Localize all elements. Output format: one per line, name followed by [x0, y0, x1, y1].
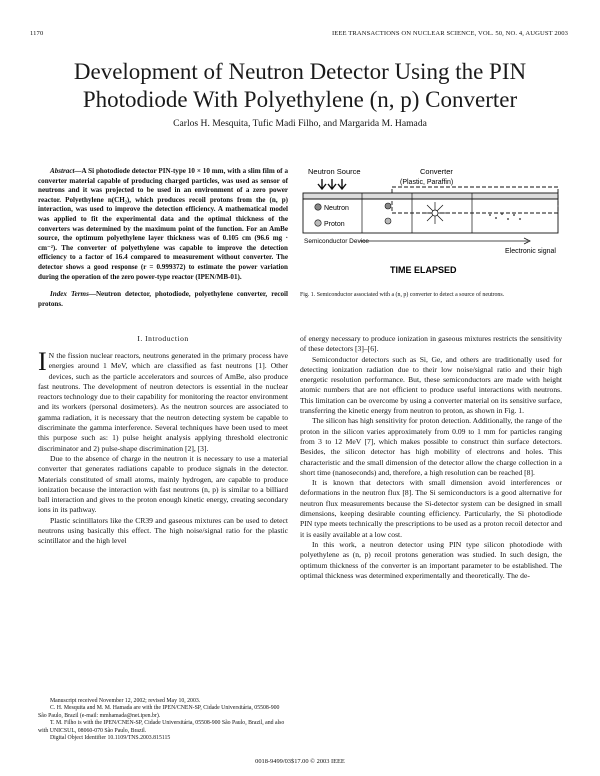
drop-cap: I: [38, 347, 47, 376]
right-paragraph-5: In this work, a neutron detector using PIN type silicon photodiode with polyethylene as (n, p) recoil protons generation was studied. In such design, the optimum thickness of the converter is an important parameter to be established. The optimal thickness was determined experimentally and theoretically. The de-: [300, 539, 562, 580]
section-heading: I. Introduction: [137, 334, 189, 343]
proton-particle: [315, 220, 321, 226]
intro-paragraph-1: I N the fission nuclear reactors, neutrons generated in the primary process have energies around 1 MeV, which are classified as fast neutrons [1]. Other devices, such as the particle accelerators and sources of AmBe, also produce fast neutrons. The development of neutron detectors is essential in the nuclear reactors technology due to their capability for monitoring the reactor environment and its workers (personal dosimeters). As the neutron sources are associated to gamma radiation, it is necessary that the neutron detecting system be capable to discriminate the gamma interference. Several techniques have been used to meet this purpose such as: 1) pulse height analysis applying threshold electronic discriminator and 2) pulse-shape discrimination [2], [3].: [38, 347, 288, 453]
neutron-particle: [315, 204, 321, 210]
figure-label-time: TIME ELAPSED: [390, 265, 457, 275]
figure-1-caption: Fig. 1. Semiconductor associated with a (n, p) converter to detect a source of neutrons.: [300, 292, 505, 298]
ion-trail: [489, 213, 521, 220]
footnote-affiliation-1: C. H. Mesquita and M. M. Hamada are with the IPEN/CNEN-SP, Cidade Universitária, 05508-900 São Paulo, Brazil (e-mail: mmhamada@net.ipen.br).: [38, 705, 280, 719]
converter-layer: [303, 193, 558, 199]
copyright-footer: 0018-9499/03$17.00 © 2003 IEEE: [255, 758, 345, 765]
neutron-arrows: [318, 179, 346, 189]
author-list: Carlos H. Mesquita, Tufic Madi Filho, and Margarida M. Hamada: [173, 118, 427, 129]
footnote-received: Manuscript received November 12, 2002; revised May 10, 2003.: [50, 698, 201, 704]
interaction-burst: [424, 202, 446, 224]
footnotes: [38, 698, 288, 742]
converter-dashed-box: [392, 187, 558, 213]
intro-paragraph-2: Due to the absence of charge in the neutron it is necessary to use a material converter that generates radiations capable to produce signals in the detector. Materials constituted of small atoms, mainly hydrogen, are capable to produce ionization because the interaction with fast neutrons (n, p) is similar to a billiard ball interaction and gives to the proton enough kinetic energy, creating secondary ions in its pathway.: [38, 453, 288, 515]
figure-label-converter-sub: (Plastic, Paraffin): [400, 179, 454, 186]
figure-label-electronic: Electronic signal: [505, 248, 556, 255]
left-column: [38, 334, 288, 547]
figure-1-diagram: [300, 163, 562, 281]
abstract-lead: Abstract—: [50, 167, 82, 175]
title-line-2: Photodiode With Polyethylene (n, p) Converter: [82, 87, 518, 112]
index-terms: [38, 290, 288, 309]
page-number: 1170: [30, 30, 44, 37]
footnote-doi: Digital Object Identifier 10.1109/TNS.2003.815115: [50, 735, 171, 742]
right-paragraph-1: of energy necessary to produce ionization in gaseous mixtures restricts the sensitivity of these detectors [3]–[6].: [300, 334, 562, 354]
paper-title: [20, 58, 580, 114]
right-column: [300, 334, 562, 581]
figure-label-converter: Converter: [420, 167, 453, 176]
footnote-affiliation-2: T. M. Filho is with the IPEN/CNEN-SP, Cidade Universitária, 05508-900 São Paulo, Brazil, and also with UNICSUL, 08060-070 São Paulo, Brazil.: [38, 720, 285, 734]
abstract-text: A Si photodiode detector PIN-type 10 × 10 mm, with a slim film of a converter material capable of producing charged particles, was used as sensor of neutrons and it was projected to be used in an environment of a zero power reactor. Polyethylene n(CH₂), which produces recoil protons from the (n, p) interaction, was used to improve the detection efficiency. A mathematical model was applied to fit the experimental data and the optimal thickness of the converters was determined by the maximum point of the function. For an AmBe source, the optimum polyethylene layer thickness was of 0.105 cm (96.6 mg · cm⁻²). The converter of polyethylene was capable to improve the detection efficiency to a factor of 16.4 compared to measurement without converter. The detector shows a good response (r = 0.999372) to estimate the power variation during the operation of the zero power-type reactor (IPEN/MB-01).: [38, 167, 288, 281]
figure-label-neutron-source: Neutron Source: [308, 167, 361, 176]
title-line-1: Development of Neutron Detector Using the PIN: [73, 59, 527, 84]
figure-label-semiconductor: Semiconductor Device: [304, 238, 370, 245]
figure-label-neutron: Neutron: [324, 205, 349, 212]
abstract-block: [38, 167, 288, 309]
figure-1: [300, 163, 562, 300]
index-terms-lead: Index Terms—: [50, 290, 96, 299]
journal-header: IEEE TRANSACTIONS ON NUCLEAR SCIENCE, VOL. 50, NO. 4, AUGUST 2003: [331, 30, 568, 37]
right-paragraph-2: Semiconductor detectors such as Si, Ge, and others are traditionally used for detecting ionization radiation due to their low noise/signal ratio and their high energetic resolution performance. But, these semiconductors are made with height atomic numbers that are not efficient to produce useful interactions with neutrons. This limitation can be overcome by using a converter material on its sensitive surface, transferring the kinetic energy from neutron to proton, as shown in Fig. 1.: [300, 354, 562, 416]
right-paragraph-3: The silicon has high sensitivity for proton detection. Additionally, the range of the proton in the silicon varies approximately from 0.09 to 1 mm for particles ranging from 3 to 12 MeV [7], which makes possible to construct thin surface detectors. Besides, the silicon detector has high mobility of electrons and holes. This characteristic and the small dimension of the detector allow the charge collection in a short time (nanoseconds) and, therefore, a high resolution can be reached [8].: [300, 416, 562, 477]
intro-paragraph-3: Plastic scintillators like the CR39 and gaseous mixtures can be used to detect neutrons using basically this effect. The high noise/signal ratio for the plastic scintillator and the high level: [38, 515, 288, 546]
right-paragraph-4: It is known that detectors with small dimension avoid interferences or deformations in the neutron flux [8]. The Si semiconductors is a good alternative for neutron flux measurements because the Si-detector system can be designed in small dimensions, keeping desirable counting efficiency. Particularly, the Si photodiode PIN type meets technically the prescriptions to be used as a proton recoil detector and it is easily available at a low cost.: [300, 478, 562, 539]
figure-label-proton: Proton: [324, 221, 345, 228]
abstract: [38, 167, 288, 282]
index-terms-text: Neutron detector, photodiode, polyethylene converter, recoil protons.: [38, 290, 289, 308]
